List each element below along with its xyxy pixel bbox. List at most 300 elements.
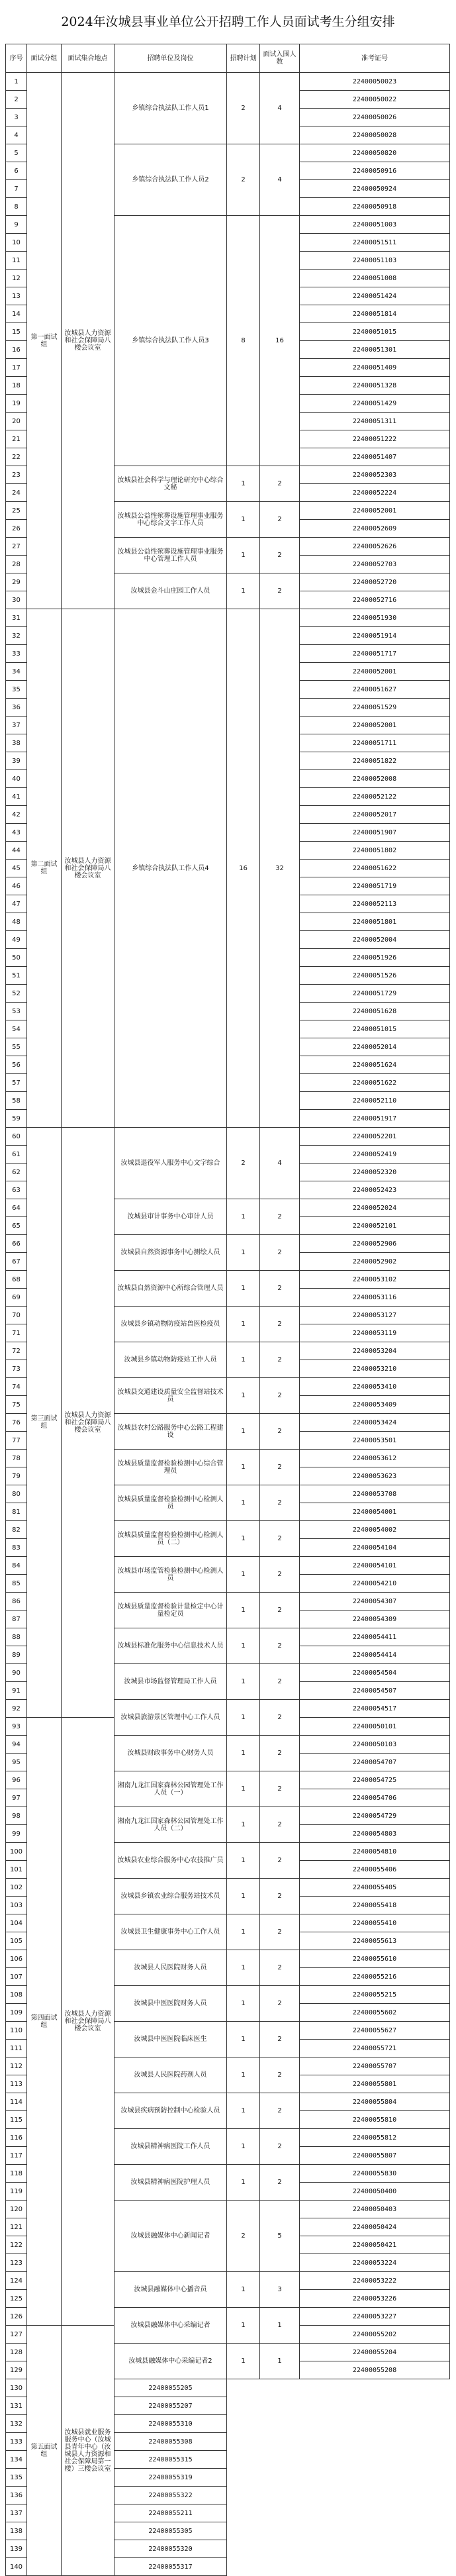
seq-cell: 55 bbox=[6, 1038, 27, 1056]
exam-id-cell: 22400052017 bbox=[300, 806, 450, 824]
seq-cell: 6 bbox=[6, 162, 27, 180]
plan-cell: 1 bbox=[227, 2308, 260, 2344]
exam-id-cell: 22400050103 bbox=[300, 1736, 450, 1754]
exam-id-cell: 22400052008 bbox=[300, 770, 450, 788]
seq-cell: 98 bbox=[6, 1807, 27, 1825]
count-cell: 4 bbox=[260, 1128, 300, 1199]
count-cell: 2 bbox=[260, 1378, 300, 1414]
exam-id-cell: 22400052110 bbox=[300, 1092, 450, 1110]
exam-id-cell: 22400052001 bbox=[300, 717, 450, 734]
position-cell: 汝城县融媒体中心采编记者 bbox=[114, 2308, 227, 2344]
plan-cell: 1 bbox=[227, 1557, 260, 1593]
plan-cell: 1 bbox=[227, 1771, 260, 1807]
seq-cell: 111 bbox=[6, 2040, 27, 2057]
exam-id-cell: 22400055305 bbox=[114, 2522, 227, 2540]
group-cell: 第四面试组 bbox=[27, 1718, 62, 2326]
seq-cell: 5 bbox=[6, 144, 27, 162]
page-title: 2024年汝城县事业单位公开招聘工作人员面试考生分组安排 bbox=[61, 15, 395, 29]
count-cell: 2 bbox=[260, 1700, 300, 1736]
seq-cell: 83 bbox=[6, 1539, 27, 1557]
exam-id-cell: 22400052024 bbox=[300, 1199, 450, 1217]
seq-cell: 133 bbox=[6, 2433, 27, 2451]
count-cell: 1 bbox=[260, 2344, 300, 2379]
count-cell: 2 bbox=[260, 538, 300, 573]
exam-id-cell: 22400051627 bbox=[300, 681, 450, 699]
position-cell: 汝城县中医医院临床医生 bbox=[114, 2022, 227, 2057]
count-cell: 1 bbox=[260, 2308, 300, 2344]
exam-id-cell: 22400055308 bbox=[114, 2433, 227, 2451]
exam-id-cell: 22400052626 bbox=[300, 538, 450, 556]
plan-cell: 1 bbox=[227, 502, 260, 538]
seq-cell: 118 bbox=[6, 2165, 27, 2183]
seq-cell: 63 bbox=[6, 1181, 27, 1199]
seq-cell: 43 bbox=[6, 824, 27, 842]
seq-cell: 109 bbox=[6, 2004, 27, 2022]
seq-cell: 29 bbox=[6, 573, 27, 591]
exam-id-cell: 22400051926 bbox=[300, 949, 450, 967]
position-cell: 汝城县质量监督检验检测中心综合管理员 bbox=[114, 1450, 227, 1485]
seq-cell: 116 bbox=[6, 2129, 27, 2147]
position-cell: 汝城县中医医院财务人员 bbox=[114, 1986, 227, 2022]
plan-cell: 1 bbox=[227, 1378, 260, 1414]
exam-id-cell: 22400050400 bbox=[300, 2183, 450, 2201]
position-cell: 汝城县交通建设质量安全监督站技术员 bbox=[114, 1378, 227, 1414]
plan-cell: 1 bbox=[227, 2165, 260, 2201]
exam-id-cell: 22400055202 bbox=[300, 2326, 450, 2344]
exam-id-cell: 22400054507 bbox=[300, 1682, 450, 1700]
count-cell: 2 bbox=[260, 1271, 300, 1307]
exam-id-cell: 22400051526 bbox=[300, 967, 450, 985]
exam-id-cell: 22400052014 bbox=[300, 1038, 450, 1056]
exam-id-cell: 22400055707 bbox=[300, 2057, 450, 2075]
position-cell: 汝城县疾病预防控制中心检验人员 bbox=[114, 2093, 227, 2129]
position-cell: 汝城县质量监督检验检测中心检测人员 bbox=[114, 1485, 227, 1521]
seq-cell: 32 bbox=[6, 627, 27, 645]
seq-cell: 58 bbox=[6, 1092, 27, 1110]
exam-id-cell: 22400055613 bbox=[300, 1932, 450, 1950]
seq-cell: 117 bbox=[6, 2147, 27, 2165]
seq-cell: 25 bbox=[6, 502, 27, 520]
seq-cell: 59 bbox=[6, 1110, 27, 1128]
exam-id-cell: 22400051301 bbox=[300, 341, 450, 359]
seq-cell: 52 bbox=[6, 985, 27, 1003]
seq-cell: 14 bbox=[6, 305, 27, 323]
exam-id-cell: 22400053708 bbox=[300, 1485, 450, 1503]
plan-cell: 1 bbox=[227, 1628, 260, 1664]
plan-cell: 1 bbox=[227, 1521, 260, 1557]
seq-cell: 130 bbox=[6, 2379, 27, 2397]
exam-id-cell: 22400051103 bbox=[300, 252, 450, 270]
seq-cell: 80 bbox=[6, 1485, 27, 1503]
group-cell: 第三面试组 bbox=[27, 1128, 62, 1718]
seq-cell: 54 bbox=[6, 1020, 27, 1038]
seq-cell: 47 bbox=[6, 895, 27, 913]
exam-id-cell: 22400050820 bbox=[300, 144, 450, 162]
exam-id-cell: 22400054414 bbox=[300, 1646, 450, 1664]
seq-cell: 127 bbox=[6, 2326, 27, 2344]
exam-id-cell: 22400054706 bbox=[300, 1789, 450, 1807]
seq-cell: 71 bbox=[6, 1324, 27, 1342]
plan-cell: 1 bbox=[227, 2022, 260, 2057]
position-cell: 汝城县财政事务中心财务人员 bbox=[114, 1736, 227, 1771]
exam-id-cell: 22400052001 bbox=[300, 663, 450, 681]
exam-id-cell: 22400051511 bbox=[300, 234, 450, 252]
exam-id-cell: 22400055610 bbox=[300, 1950, 450, 1968]
exam-id-cell: 22400055801 bbox=[300, 2075, 450, 2093]
exam-id-cell: 22400055812 bbox=[300, 2129, 450, 2147]
seq-cell: 102 bbox=[6, 1879, 27, 1897]
count-cell: 2 bbox=[260, 1593, 300, 1628]
seq-cell: 89 bbox=[6, 1646, 27, 1664]
count-cell: 2 bbox=[260, 573, 300, 609]
position-cell: 汝城县乡镇动物防疫站工作人员 bbox=[114, 1342, 227, 1378]
exam-id-cell: 22400052004 bbox=[300, 931, 450, 949]
exam-id-cell: 22400053222 bbox=[300, 2272, 450, 2290]
seq-cell: 66 bbox=[6, 1235, 27, 1253]
position-cell: 汝城县自然资源事务中心测绘人员 bbox=[114, 1235, 227, 1271]
seq-cell: 70 bbox=[6, 1307, 27, 1324]
position-cell: 汝城县农业综合服务中心农技推广员 bbox=[114, 1843, 227, 1879]
plan-cell: 1 bbox=[227, 1342, 260, 1378]
plan-cell: 1 bbox=[227, 2272, 260, 2308]
exam-id-cell: 22400053204 bbox=[300, 1342, 450, 1360]
seq-cell: 100 bbox=[6, 1843, 27, 1861]
exam-id-cell: 22400050023 bbox=[300, 73, 450, 91]
exam-id-cell: 22400055207 bbox=[114, 2397, 227, 2415]
seq-cell: 88 bbox=[6, 1628, 27, 1646]
seq-cell: 93 bbox=[6, 1718, 27, 1736]
header-exam-id: 准考证号 bbox=[300, 44, 450, 73]
seq-cell: 37 bbox=[6, 717, 27, 734]
count-cell: 2 bbox=[260, 1628, 300, 1664]
seq-cell: 135 bbox=[6, 2469, 27, 2487]
exam-id-cell: 22400052303 bbox=[300, 466, 450, 484]
exam-id-cell: 22400055405 bbox=[300, 1879, 450, 1897]
count-cell: 2 bbox=[260, 1307, 300, 1342]
exam-id-cell: 22400053227 bbox=[300, 2308, 450, 2326]
seq-cell: 50 bbox=[6, 949, 27, 967]
exam-id-cell: 22400054001 bbox=[300, 1503, 450, 1521]
position-cell: 汝城县融媒体中心新闻记者 bbox=[114, 2201, 227, 2272]
seq-cell: 56 bbox=[6, 1056, 27, 1074]
location-cell: 汝城县人力资源和社会保障局八楼会议室 bbox=[62, 609, 114, 1128]
position-cell: 汝城县融媒体中心播音员 bbox=[114, 2272, 227, 2308]
count-cell: 3 bbox=[260, 2272, 300, 2308]
position-cell: 汝城县人民医院财务人员 bbox=[114, 1950, 227, 1986]
plan-cell: 1 bbox=[227, 1986, 260, 2022]
count-cell: 2 bbox=[260, 1914, 300, 1950]
plan-cell: 1 bbox=[227, 1914, 260, 1950]
exam-id-cell: 22400051328 bbox=[300, 377, 450, 395]
seq-cell: 7 bbox=[6, 180, 27, 198]
exam-id-cell: 22400051015 bbox=[300, 1020, 450, 1038]
seq-cell: 48 bbox=[6, 913, 27, 931]
seq-cell: 64 bbox=[6, 1199, 27, 1217]
location-cell: 汝城县人力资源和社会保障局八楼会议室 bbox=[62, 73, 114, 609]
seq-cell: 113 bbox=[6, 2075, 27, 2093]
plan-cell: 2 bbox=[227, 1128, 260, 1199]
seq-cell: 42 bbox=[6, 806, 27, 824]
seq-cell: 45 bbox=[6, 860, 27, 877]
count-cell: 2 bbox=[260, 1736, 300, 1771]
plan-cell: 2 bbox=[227, 2201, 260, 2272]
seq-cell: 24 bbox=[6, 484, 27, 502]
table-row bbox=[6, 73, 450, 91]
seq-cell: 90 bbox=[6, 1664, 27, 1682]
seq-cell: 136 bbox=[6, 2487, 27, 2504]
header-group: 面试分组 bbox=[27, 44, 62, 73]
table-row bbox=[6, 609, 450, 627]
seq-cell: 61 bbox=[6, 1146, 27, 1164]
position-cell: 汝城县融媒体中心采编记者2 bbox=[114, 2344, 227, 2379]
header-count: 面试入围人数 bbox=[260, 44, 300, 73]
plan-cell: 8 bbox=[227, 216, 260, 466]
exam-id-cell: 22400051914 bbox=[300, 627, 450, 645]
exam-id-cell: 22400055216 bbox=[300, 1968, 450, 1986]
exam-id-cell: 22400050916 bbox=[300, 162, 450, 180]
exam-id-cell: 22400051222 bbox=[300, 430, 450, 448]
exam-id-cell: 22400050101 bbox=[300, 1718, 450, 1736]
seq-cell: 11 bbox=[6, 252, 27, 270]
seq-cell: 22 bbox=[6, 448, 27, 466]
seq-cell: 26 bbox=[6, 520, 27, 538]
exam-id-cell: 22400055208 bbox=[300, 2361, 450, 2379]
exam-id-cell: 22400055319 bbox=[114, 2469, 227, 2487]
exam-id-cell: 22400055310 bbox=[114, 2415, 227, 2433]
exam-id-cell: 22400054517 bbox=[300, 1700, 450, 1718]
group-cell: 第五面试组 bbox=[27, 2326, 62, 2576]
seq-cell: 126 bbox=[6, 2308, 27, 2326]
exam-id-cell: 22400054707 bbox=[300, 1754, 450, 1771]
exam-id-cell: 22400055418 bbox=[300, 1897, 450, 1914]
seq-cell: 62 bbox=[6, 1164, 27, 1181]
seq-cell: 79 bbox=[6, 1467, 27, 1485]
count-cell: 2 bbox=[260, 466, 300, 502]
seq-cell: 123 bbox=[6, 2254, 27, 2272]
exam-id-cell: 22400051717 bbox=[300, 645, 450, 663]
plan-cell: 1 bbox=[227, 1414, 260, 1450]
seq-cell: 33 bbox=[6, 645, 27, 663]
exam-id-cell: 22400055810 bbox=[300, 2111, 450, 2129]
exam-id-cell: 22400052720 bbox=[300, 573, 450, 591]
plan-cell: 1 bbox=[227, 1307, 260, 1342]
plan-cell: 2 bbox=[227, 73, 260, 144]
count-cell: 2 bbox=[260, 1450, 300, 1485]
exam-id-cell: 22400050022 bbox=[300, 91, 450, 109]
exam-id-cell: 22400052101 bbox=[300, 1217, 450, 1235]
seq-cell: 76 bbox=[6, 1414, 27, 1432]
plan-cell: 1 bbox=[227, 466, 260, 502]
exam-id-cell: 22400050403 bbox=[300, 2201, 450, 2218]
seq-cell: 8 bbox=[6, 198, 27, 216]
header-location: 面试集合地点 bbox=[62, 44, 114, 73]
exam-id-cell: 22400051622 bbox=[300, 1074, 450, 1092]
count-cell: 2 bbox=[260, 1485, 300, 1521]
seq-cell: 105 bbox=[6, 1932, 27, 1950]
seq-cell: 12 bbox=[6, 270, 27, 287]
seq-cell: 119 bbox=[6, 2183, 27, 2201]
plan-cell: 1 bbox=[227, 1450, 260, 1485]
exam-id-cell: 22400052423 bbox=[300, 1181, 450, 1199]
exam-id-cell: 22400055721 bbox=[300, 2040, 450, 2057]
seq-cell: 103 bbox=[6, 1897, 27, 1914]
plan-cell: 1 bbox=[227, 1879, 260, 1914]
seq-cell: 57 bbox=[6, 1074, 27, 1092]
exam-id-cell: 22400051822 bbox=[300, 752, 450, 770]
plan-cell: 1 bbox=[227, 1807, 260, 1843]
exam-id-cell: 22400054210 bbox=[300, 1575, 450, 1593]
plan-cell: 16 bbox=[227, 609, 260, 1128]
position-cell: 汝城县农村公路服务中心公路工程建设 bbox=[114, 1414, 227, 1450]
schedule-table bbox=[5, 44, 450, 2576]
seq-cell: 104 bbox=[6, 1914, 27, 1932]
seq-cell: 69 bbox=[6, 1289, 27, 1307]
seq-cell: 110 bbox=[6, 2022, 27, 2040]
seq-cell: 41 bbox=[6, 788, 27, 806]
count-cell: 2 bbox=[260, 1521, 300, 1557]
exam-id-cell: 22400051719 bbox=[300, 877, 450, 895]
seq-cell: 132 bbox=[6, 2415, 27, 2433]
count-cell: 5 bbox=[260, 2201, 300, 2272]
exam-id-cell: 22400053424 bbox=[300, 1414, 450, 1432]
seq-cell: 99 bbox=[6, 1825, 27, 1843]
exam-id-cell: 22400054803 bbox=[300, 1825, 450, 1843]
seq-cell: 53 bbox=[6, 1003, 27, 1020]
seq-cell: 86 bbox=[6, 1593, 27, 1610]
header-row bbox=[6, 44, 450, 73]
seq-cell: 112 bbox=[6, 2057, 27, 2075]
exam-id-cell: 22400055320 bbox=[114, 2540, 227, 2558]
seq-cell: 31 bbox=[6, 609, 27, 627]
position-cell: 汝城县自然资源中心所综合管理人员 bbox=[114, 1271, 227, 1307]
position-cell: 汝城县质量监督检验计量检定中心计量检定员 bbox=[114, 1593, 227, 1628]
seq-cell: 39 bbox=[6, 752, 27, 770]
exam-id-cell: 22400052902 bbox=[300, 1253, 450, 1271]
position-cell: 乡镇综合执法队工作人员3 bbox=[114, 216, 227, 466]
exam-id-cell: 22400053501 bbox=[300, 1432, 450, 1450]
location-cell: 汝城县就业服务服务中心（汝城县青年中心（汝城县人力资源和社会保障局第一楼）三楼会议室 bbox=[62, 2326, 114, 2576]
seq-cell: 2 bbox=[6, 91, 27, 109]
exam-id-cell: 22400053210 bbox=[300, 1360, 450, 1378]
location-cell: 汝城县人力资源和社会保障局八楼会议室 bbox=[62, 1128, 114, 1718]
plan-cell: 1 bbox=[227, 2129, 260, 2165]
exam-id-cell: 22400053623 bbox=[300, 1467, 450, 1485]
seq-cell: 72 bbox=[6, 1342, 27, 1360]
count-cell: 2 bbox=[260, 1235, 300, 1271]
exam-id-cell: 22400055627 bbox=[300, 2022, 450, 2040]
position-cell: 汝城县金斗山庄园工作人员 bbox=[114, 573, 227, 609]
seq-cell: 34 bbox=[6, 663, 27, 681]
position-cell: 汝城县审计事务中心审计人员 bbox=[114, 1199, 227, 1235]
seq-cell: 10 bbox=[6, 234, 27, 252]
exam-id-cell: 22400052703 bbox=[300, 556, 450, 573]
count-cell: 4 bbox=[260, 73, 300, 144]
exam-id-cell: 22400050028 bbox=[300, 126, 450, 144]
exam-id-cell: 22400055204 bbox=[300, 2344, 450, 2361]
seq-cell: 137 bbox=[6, 2504, 27, 2522]
seq-cell: 20 bbox=[6, 413, 27, 430]
count-cell: 2 bbox=[260, 1557, 300, 1593]
table-body bbox=[6, 73, 450, 2576]
seq-cell: 44 bbox=[6, 842, 27, 860]
exam-id-cell: 22400055807 bbox=[300, 2147, 450, 2165]
seq-cell: 16 bbox=[6, 341, 27, 359]
exam-id-cell: 22400052609 bbox=[300, 520, 450, 538]
seq-cell: 108 bbox=[6, 1986, 27, 2004]
count-cell: 4 bbox=[260, 144, 300, 216]
exam-id-cell: 22400051003 bbox=[300, 216, 450, 234]
seq-cell: 114 bbox=[6, 2093, 27, 2111]
position-cell: 湘南九龙江国家森林公园管理处工作人员（二） bbox=[114, 1807, 227, 1843]
plan-cell: 2 bbox=[227, 144, 260, 216]
exam-id-cell: 22400055602 bbox=[300, 2004, 450, 2022]
position-cell: 汝城县卫生健康事务中心工作人员 bbox=[114, 1914, 227, 1950]
count-cell: 2 bbox=[260, 1342, 300, 1378]
header-position: 招聘单位及岗位 bbox=[114, 44, 227, 73]
plan-cell: 1 bbox=[227, 1664, 260, 1700]
exam-id-cell: 22400050924 bbox=[300, 180, 450, 198]
exam-id-cell: 22400052716 bbox=[300, 591, 450, 609]
header-plan: 招聘计划 bbox=[227, 44, 260, 73]
exam-id-cell: 22400051624 bbox=[300, 1056, 450, 1074]
plan-cell: 1 bbox=[227, 1950, 260, 1986]
seq-cell: 13 bbox=[6, 287, 27, 305]
plan-cell: 1 bbox=[227, 1736, 260, 1771]
count-cell: 2 bbox=[260, 2057, 300, 2093]
exam-id-cell: 22400053612 bbox=[300, 1450, 450, 1467]
seq-cell: 68 bbox=[6, 1271, 27, 1289]
seq-cell: 81 bbox=[6, 1503, 27, 1521]
exam-id-cell: 22400055315 bbox=[114, 2451, 227, 2469]
seq-cell: 87 bbox=[6, 1610, 27, 1628]
plan-cell: 1 bbox=[227, 573, 260, 609]
seq-cell: 28 bbox=[6, 556, 27, 573]
count-cell: 2 bbox=[260, 1664, 300, 1700]
seq-cell: 27 bbox=[6, 538, 27, 556]
exam-id-cell: 22400053127 bbox=[300, 1307, 450, 1324]
seq-cell: 122 bbox=[6, 2236, 27, 2254]
count-cell: 2 bbox=[260, 1950, 300, 1986]
seq-cell: 140 bbox=[6, 2558, 27, 2576]
exam-id-cell: 22400054104 bbox=[300, 1539, 450, 1557]
exam-id-cell: 22400055205 bbox=[114, 2379, 227, 2397]
seq-cell: 129 bbox=[6, 2361, 27, 2379]
exam-id-cell: 22400051529 bbox=[300, 699, 450, 717]
count-cell: 2 bbox=[260, 1843, 300, 1879]
exam-id-cell: 22400052001 bbox=[300, 502, 450, 520]
exam-id-cell: 22400051930 bbox=[300, 609, 450, 627]
seq-cell: 115 bbox=[6, 2111, 27, 2129]
position-cell: 汝城县精神病医院工作人员 bbox=[114, 2129, 227, 2165]
seq-cell: 75 bbox=[6, 1396, 27, 1414]
exam-id-cell: 22400051407 bbox=[300, 448, 450, 466]
exam-id-cell: 22400052320 bbox=[300, 1164, 450, 1181]
seq-cell: 38 bbox=[6, 734, 27, 752]
seq-cell: 30 bbox=[6, 591, 27, 609]
exam-id-cell: 22400050026 bbox=[300, 109, 450, 126]
exam-id-cell: 22400051801 bbox=[300, 913, 450, 931]
position-cell: 乡镇综合执法队工作人员1 bbox=[114, 73, 227, 144]
plan-cell: 1 bbox=[227, 1235, 260, 1271]
seq-cell: 95 bbox=[6, 1754, 27, 1771]
exam-id-cell: 22400051008 bbox=[300, 270, 450, 287]
exam-id-cell: 22400051311 bbox=[300, 413, 450, 430]
seq-cell: 138 bbox=[6, 2522, 27, 2540]
seq-cell: 3 bbox=[6, 109, 27, 126]
seq-cell: 124 bbox=[6, 2272, 27, 2290]
count-cell: 2 bbox=[260, 1879, 300, 1914]
seq-cell: 77 bbox=[6, 1432, 27, 1450]
